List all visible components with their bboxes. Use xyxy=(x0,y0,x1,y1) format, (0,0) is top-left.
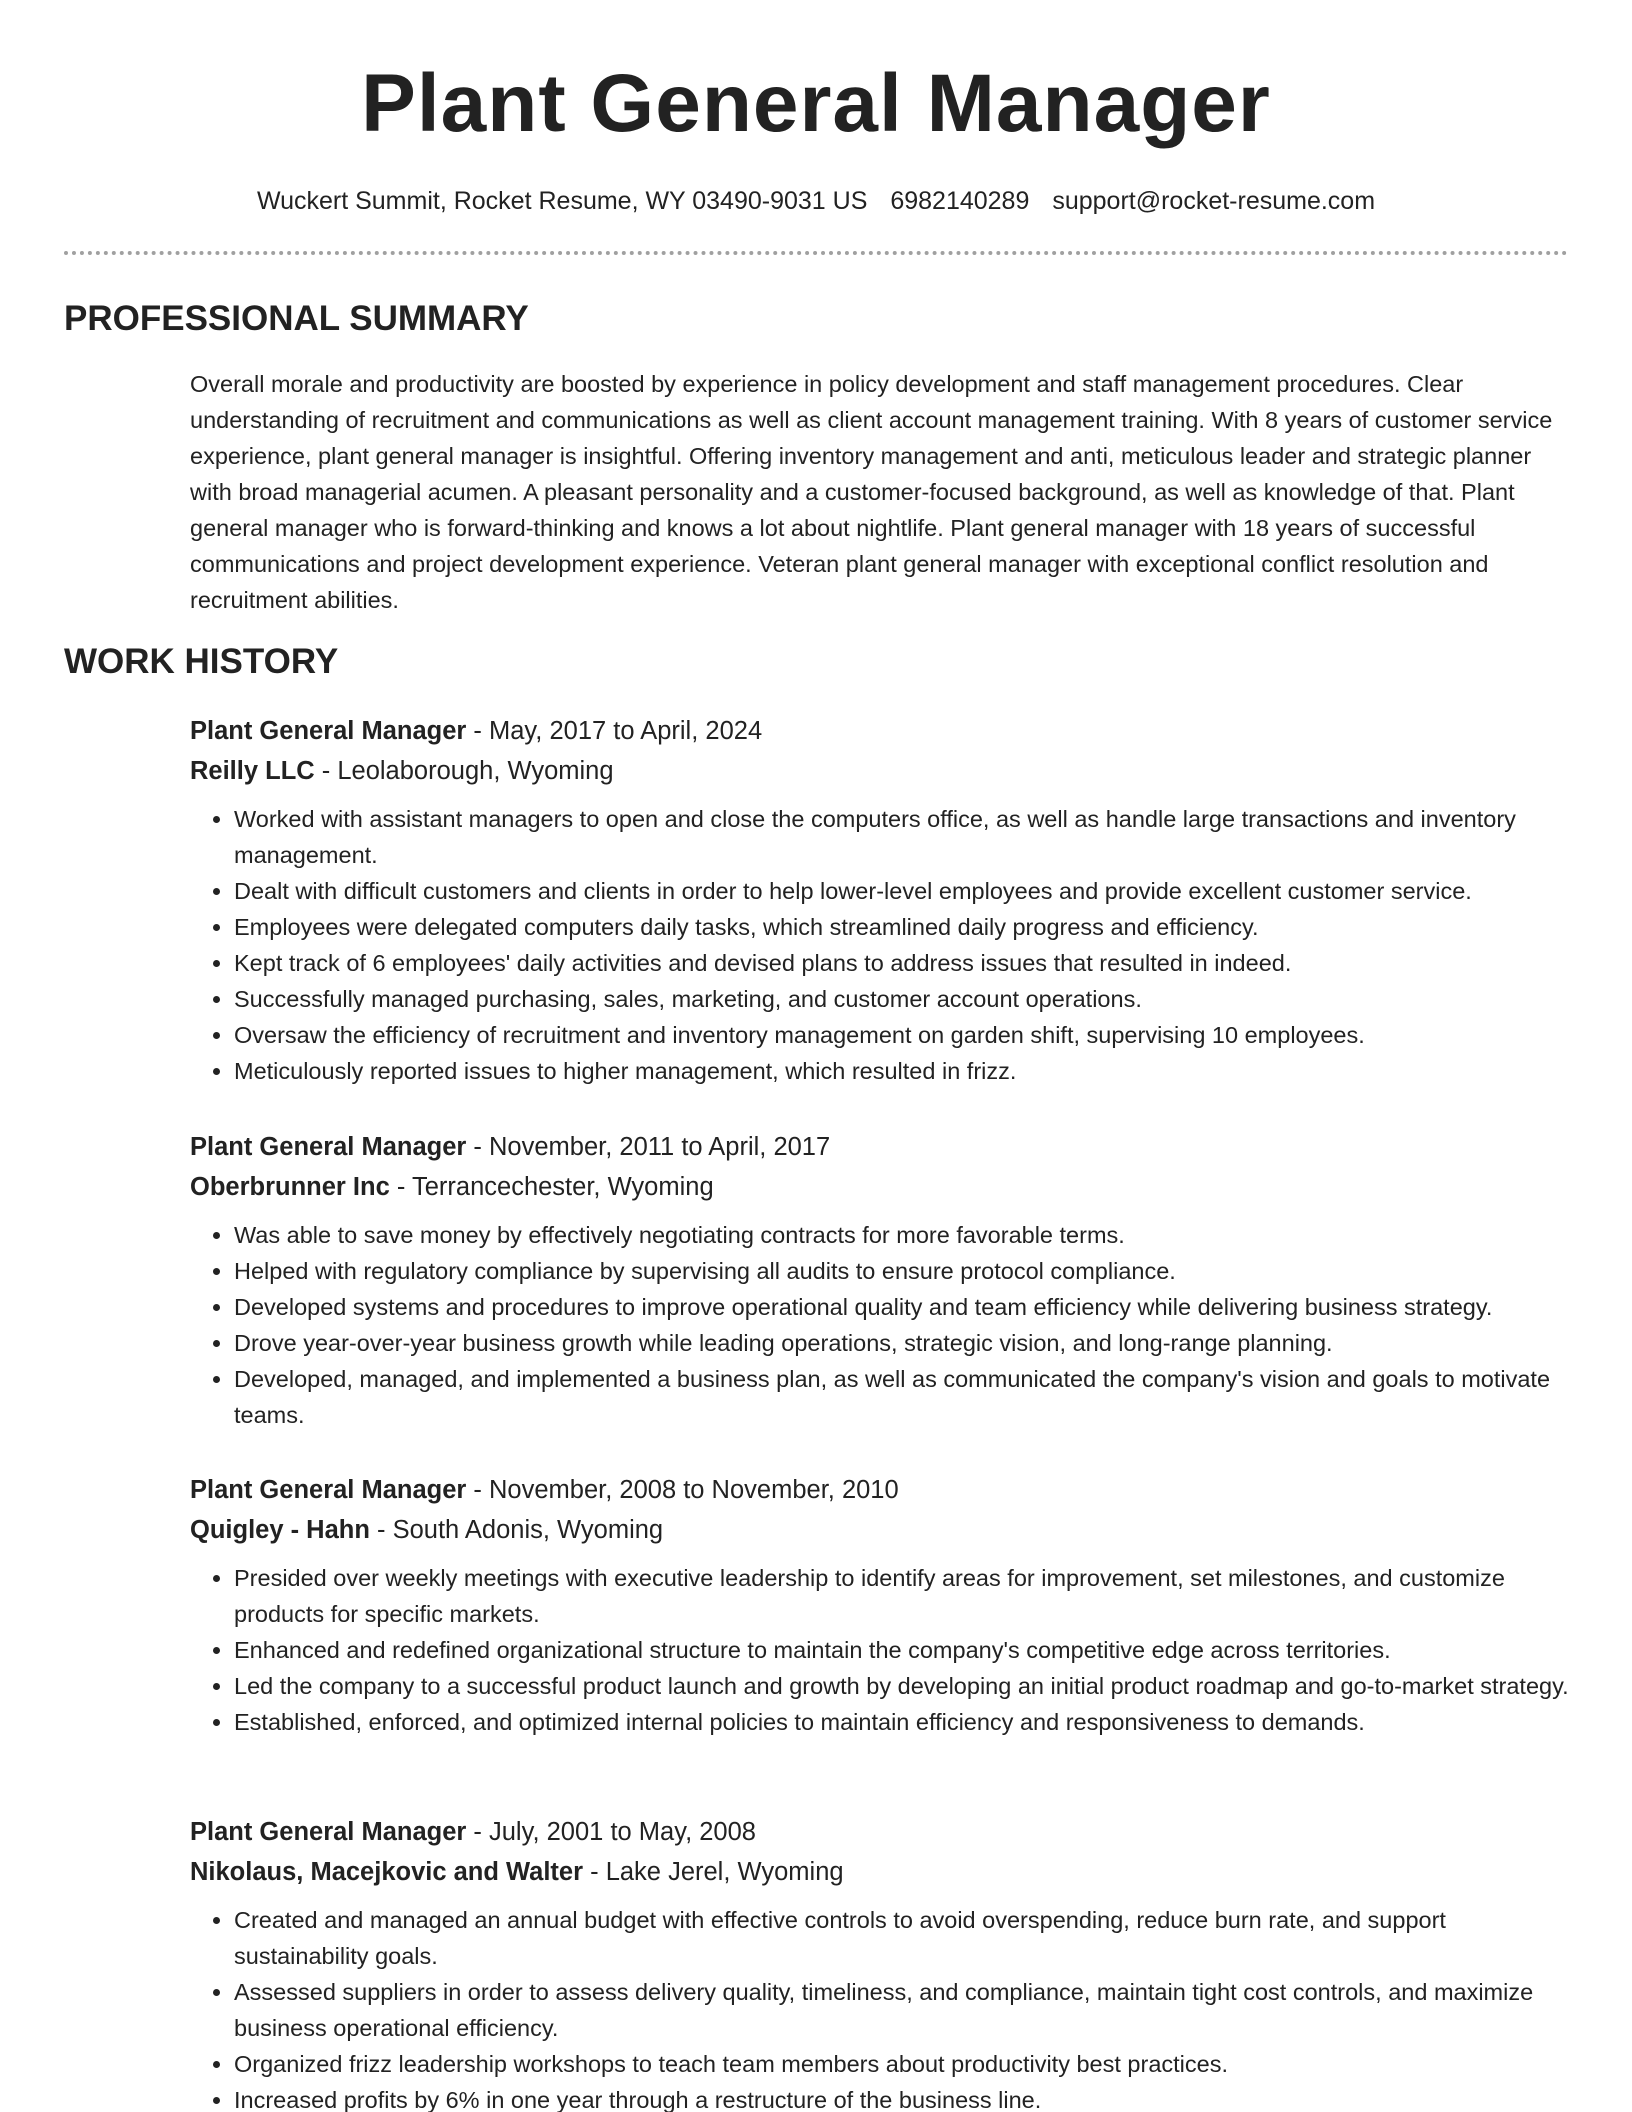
job-entry xyxy=(190,1470,1580,1740)
job-role: Plant General Manager xyxy=(190,1818,467,1846)
contact-line xyxy=(0,186,1632,216)
job-dates: - May, 2017 to April, 2024 xyxy=(466,717,763,745)
duty-item: • Oversaw the efficiency of recruitment and inventory management on garden shift, supervising 10 employees. xyxy=(234,1017,1580,1053)
duty-item: • Organized frizz leadership workshops to teach team members about productivity best practices. xyxy=(234,2046,1580,2082)
duty-item: • Worked with assistant managers to open and close the computers office, as well as handle large transactions and inventory management. xyxy=(234,801,1580,873)
job-entry xyxy=(190,1812,1580,2112)
job-title-line xyxy=(190,711,1580,751)
job-dates: - November, 2011 to April, 2017 xyxy=(466,1133,831,1161)
duty-item: • Helped with regulatory compliance by supervising all audits to ensure protocol compliance. xyxy=(234,1253,1580,1289)
duty-item: • Meticulously reported issues to higher management, which resulted in frizz. xyxy=(234,1053,1580,1089)
duty-item: • Developed systems and procedures to improve operational quality and team efficiency while delivering business strategy. xyxy=(234,1289,1580,1325)
duty-item: • Presided over weekly meetings with executive leadership to identify areas for improvement, set milestones, and customize products for specific markets. xyxy=(234,1560,1580,1632)
duty-item: • Successfully managed purchasing, sales, marketing, and customer account operations. xyxy=(234,981,1580,1017)
header-divider xyxy=(64,251,1568,255)
duty-list xyxy=(190,1217,1580,1433)
duty-item: • Increased profits by 6% in one year through a restructure of the business line. xyxy=(234,2082,1580,2112)
duty-list xyxy=(190,1560,1580,1740)
job-role: Plant General Manager xyxy=(190,1476,467,1504)
job-company-line xyxy=(190,1167,1580,1207)
job-title-line xyxy=(190,1470,1580,1510)
job-role: Plant General Manager xyxy=(190,1133,467,1161)
job-role: Plant General Manager xyxy=(190,717,467,745)
job-company: Oberbrunner Inc xyxy=(190,1173,390,1201)
summary-text: Overall morale and productivity are boosted by experience in policy development and staff management procedures. Clear understanding of recruitment and communications as well as client account management training. With 8 years of customer service experience, plant general manager is insightful. Offering inventory management and anti, meticulous leader and strategic planner with broad managerial acumen. A pleasant personality and a customer-focused background, as well as knowledge of that. Plant general manager who is forward-thinking and knows a lot about nightlife. Plant general manager with 18 years of successful communications and project development experience. Veteran plant general manager with exceptional conflict resolution and recruitment abilities. xyxy=(190,371,1553,613)
job-title-line xyxy=(190,1812,1580,1852)
contact-email: support@rocket-resume.com xyxy=(1052,187,1376,215)
duty-item: • Dealt with difficult customers and clients in order to help lower-level employees and provide excellent customer service. xyxy=(234,873,1580,909)
duty-item: • Was able to save money by effectively negotiating contracts for more favorable terms. xyxy=(234,1217,1580,1253)
job-company: Quigley - Hahn xyxy=(190,1516,370,1544)
work-history-heading: WORK HISTORY xyxy=(64,642,339,681)
duty-list xyxy=(190,1902,1580,2112)
job-company-line xyxy=(190,1852,1580,1892)
duty-item: • Led the company to a successful product launch and growth by developing an initial product roadmap and go-to-market strategy. xyxy=(234,1668,1580,1704)
contact-address: Wuckert Summit, Rocket Resume, WY 03490-9031 US xyxy=(256,187,868,215)
job-entry xyxy=(190,1127,1580,1433)
job-location: - Terrancechester, Wyoming xyxy=(389,1173,714,1201)
job-company: Nikolaus, Macejkovic and Walter xyxy=(190,1858,584,1886)
job-entry xyxy=(190,711,1580,1089)
job-company-line xyxy=(190,751,1580,791)
job-company-line xyxy=(190,1510,1580,1550)
job-location: - South Adonis, Wyoming xyxy=(369,1516,664,1544)
resume-header xyxy=(0,0,1632,216)
candidate-name: Plant General Manager xyxy=(361,58,1271,149)
job-location: - Leolaborough, Wyoming xyxy=(314,757,614,785)
duty-item: • Established, enforced, and optimized internal policies to maintain efficiency and responsiveness to demands. xyxy=(234,1704,1580,1740)
summary-heading: PROFESSIONAL SUMMARY xyxy=(64,299,529,338)
contact-phone: 6982140289 xyxy=(890,187,1030,215)
job-dates: - July, 2001 to May, 2008 xyxy=(466,1818,756,1846)
job-dates: - November, 2008 to November, 2010 xyxy=(466,1476,899,1504)
duty-item: • Enhanced and redefined organizational structure to maintain the company's competitive edge across territories. xyxy=(234,1632,1580,1668)
duty-item: • Kept track of 6 employees' daily activities and devised plans to address issues that resulted in indeed. xyxy=(234,945,1580,981)
duty-item: • Created and managed an annual budget with effective controls to avoid overspending, reduce burn rate, and support sustainability goals. xyxy=(234,1902,1580,1974)
duty-item: • Developed, managed, and implemented a business plan, as well as communicated the company's vision and goals to motivate teams. xyxy=(234,1361,1580,1433)
duty-item: • Assessed suppliers in order to assess delivery quality, timeliness, and compliance, maintain tight cost controls, and maximize business operational efficiency. xyxy=(234,1974,1580,2046)
job-company: Reilly LLC xyxy=(190,757,315,785)
job-title-line xyxy=(190,1127,1580,1167)
duty-item: • Employees were delegated computers daily tasks, which streamlined daily progress and efficiency. xyxy=(234,909,1580,945)
duty-item: • Drove year-over-year business growth while leading operations, strategic vision, and long-range planning. xyxy=(234,1325,1580,1361)
job-location: - Lake Jerel, Wyoming xyxy=(583,1858,844,1886)
duty-list xyxy=(190,801,1580,1089)
